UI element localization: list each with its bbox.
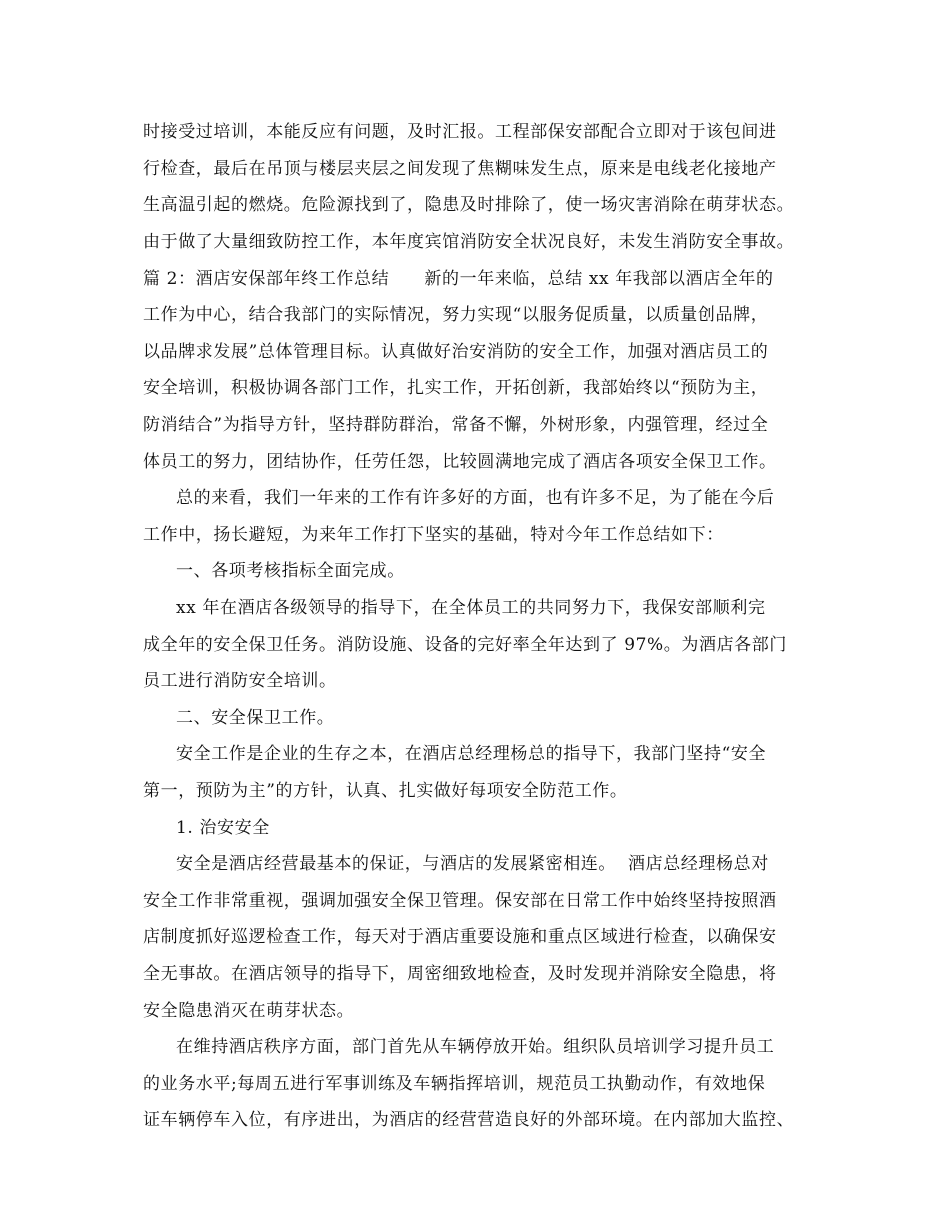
paragraph-start-line: 安全工作是企业的生存之本，在酒店总经理杨总的指导下，我部门坚持“安全: [176, 744, 767, 764]
text-line: 成全年的安全保卫任务。消防设施、设备的完好率全年达到了 97%。为酒店各部门: [143, 635, 787, 655]
text-line: 证车辆停车入位，有序进出，为酒店的经营营造良好的外部环境。在内部加大监控、: [143, 1110, 795, 1130]
text-line: 安全培训，积极协调各部门工作，扎实工作，开拓创新，我部始终以“预防为主，: [143, 378, 769, 398]
section-heading-line: 篇 2：酒店安保部年终工作总结 新的一年来临，总结 xx 年我部以酒店全年的: [143, 269, 774, 289]
text-line: 体员工的努力，团结协作，任劳任怨，比较圆满地完成了酒店各项安全保卫工作。: [143, 452, 777, 472]
subheading-line: 1. 治安安全: [176, 818, 270, 838]
text-line: 时接受过培训，本能反应有问题，及时汇报。工程部保安部配合立即对于该包间进: [143, 122, 777, 142]
text-line: 由于做了大量细致防控工作，本年度宾馆消防安全状况良好，未发生消防安全事故。: [143, 232, 795, 252]
subheading-line: 一、各项考核指标全面完成。: [176, 561, 405, 581]
text-line: 工作中，扬长避短，为来年工作打下坚实的基础，特对今年工作总结如下：: [143, 525, 724, 545]
paragraph-start-line: 安全是酒店经营最基本的保证，与酒店的发展紧密相连。 酒店总经理杨总对: [176, 854, 769, 874]
text-line: 以品牌求发展”总体管理目标。认真做好治安消防的安全工作，加强对酒店员工的: [143, 342, 769, 362]
text-line: 安全隐患消灭在萌芽状态。: [143, 1001, 355, 1021]
paragraph-start-line: xx 年在酒店各级领导的指导下，在全体员工的共同努力下，我保安部顺利完: [176, 598, 766, 618]
text-line: 行检查，最后在吊顶与楼层夹层之间发现了焦糊味发生点，原来是电线老化接地产: [143, 159, 777, 179]
text-line: 店制度抓好巡逻检查工作，每天对于酒店重要设施和重点区域进行检查，以确保安: [143, 927, 777, 947]
paragraph-start-line: 在维持酒店秩序方面，部门首先从车辆停放开始。组织队员培训学习提升员工: [176, 1037, 775, 1057]
text-line: 生高温引起的燃烧。危险源找到了，隐患及时排除了，使一场灾害消除在萌芽状态。: [143, 195, 795, 215]
paragraph-start-line: 总的来看，我们一年来的工作有许多好的方面，也有许多不足，为了能在今后: [176, 488, 775, 508]
text-line: 的业务水平;每周五进行军事训练及车辆指挥培训，规范员工执勤动作，有效地保: [143, 1074, 766, 1094]
text-line: 全无事故。在酒店领导的指导下，周密细致地检查，及时发现并消除安全隐患，将: [143, 964, 777, 984]
subheading-line: 二、安全保卫工作。: [176, 708, 335, 728]
text-line: 员工进行消防安全培训。: [143, 671, 337, 691]
text-line: 工作为中心，结合我部门的实际情况，努力实现“以服务促质量，以质量创品牌，: [143, 305, 769, 325]
text-line: 防消结合”为指导方针，坚持群防群治，常备不懈，外树形象，内强管理，经过全: [143, 415, 769, 435]
text-line: 安全工作非常重视，强调加强安全保卫管理。保安部在日常工作中始终坚持按照酒: [143, 891, 777, 911]
text-line: 第一，预防为主”的方针，认真、扎实做好每项安全防范工作。: [143, 781, 628, 801]
